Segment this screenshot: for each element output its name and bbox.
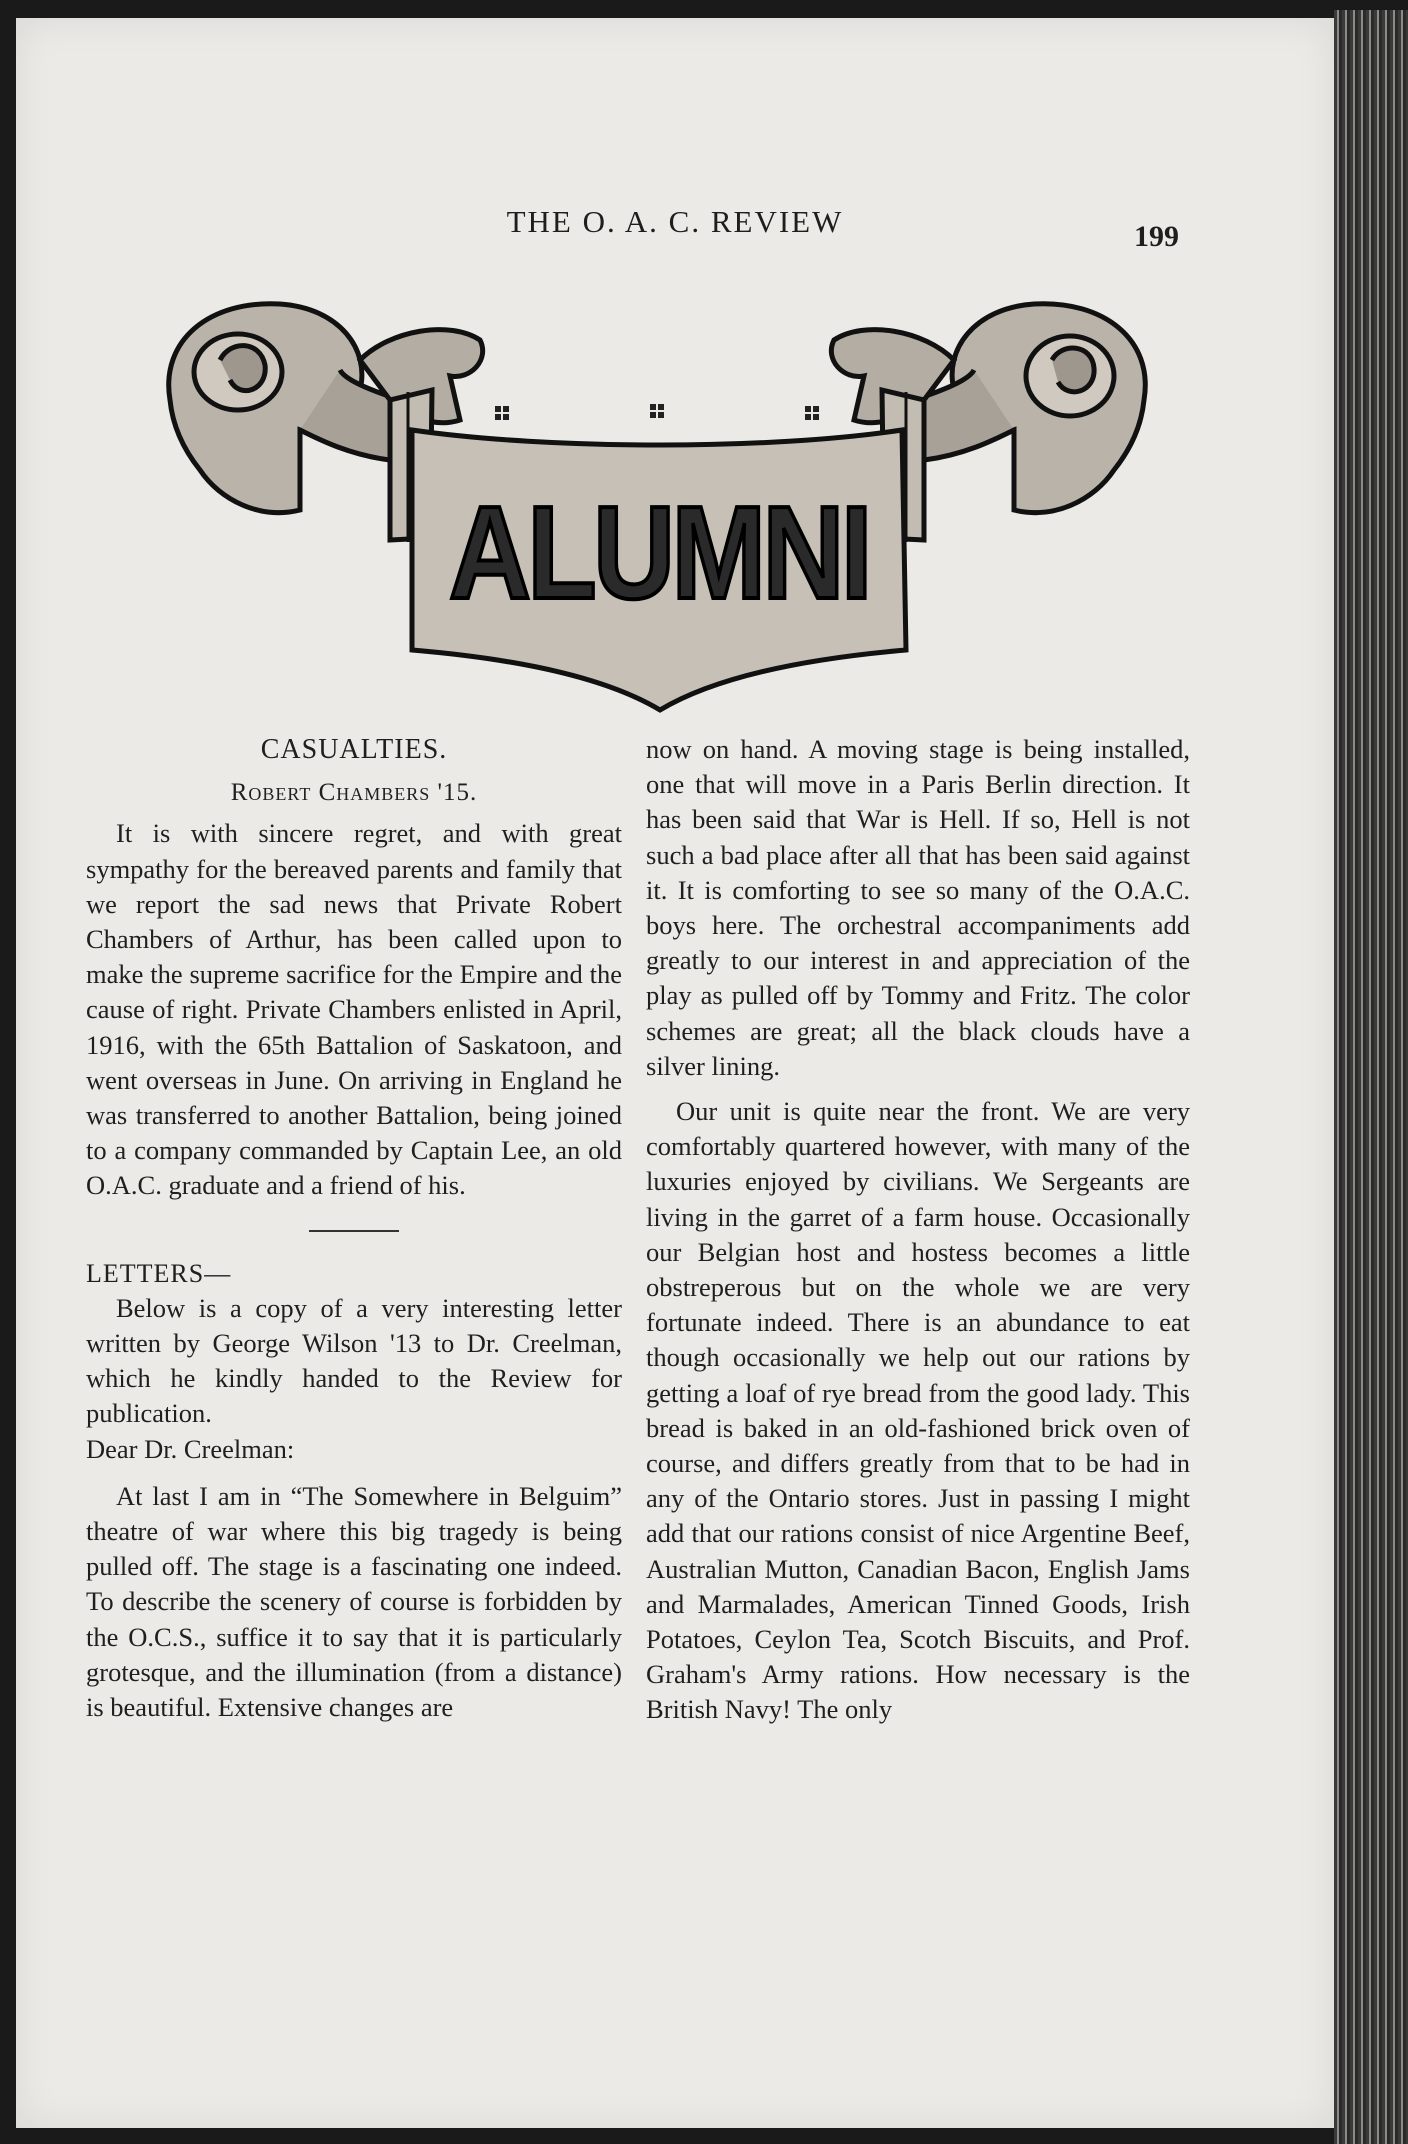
page-number: 199 (1134, 220, 1179, 253)
paragraph-letter-start: At last I am in “The Somewhere in Belguim” theatre of war where this big tragedy is being pulled off. The stage is a fascinating one indeed. To describe the scenery of course is forbidden by the O.C.S., suffice it to say that it is particularly grotesque, and the illumination (from a distance) is beautiful. Extensive changes are (86, 1480, 622, 1723)
paragraph-letter-continued: now on hand. A moving stage is being installed, one that will move in a Paris Berlin direction. It has been said that War is Hell. If so, Hell is not such a bad place after all that has been said against it. It is comforting to see so many of the O.A.C. boys here. The orchestral accompaniments add greatly to our interest in and appreciation of the play as pulled off by Tommy and Fritz. The color schemes are great; all the black clouds have a silver lining. (646, 734, 1190, 1081)
left-column (86, 732, 622, 1725)
left-scroll-icon (169, 304, 400, 513)
right-scroll-icon (914, 304, 1145, 513)
section-heading-casualties: CASUALTIES. (260, 734, 448, 765)
letter-salutation: Dear Dr. Creelman: (86, 1433, 295, 1464)
section-divider (309, 1230, 399, 1232)
book-edge (1334, 10, 1408, 2144)
banner-title: ALUMNI (449, 479, 869, 626)
subheading-robert-chambers: Robert Chambers '15. (230, 779, 478, 807)
page (16, 18, 1334, 2128)
alumni-banner (150, 280, 1164, 720)
paragraph-casualty-report: It is with sincere regret, and with great sympathy for the bereaved parents and family that we report the sad news that Private Robert Chambers of Arthur, has been called upon to make the supreme sacrifice for the Empire and the cause of right. Private Chambers enlisted in April, 1916, with the 65th Battalion of Saskatoon, and went overseas in June. On arriving in England he was transferred to another Battalion, being joined to a company commanded by Captain Lee, an old O.A.C. graduate and a friend of his. (86, 818, 622, 1201)
paragraph-letter-intro: Below is a copy of a very interesting letter written by George Wilson '13 to Dr. Creelman, which he kindly handed to the Review for publication. (86, 1292, 622, 1429)
square-ornaments (495, 404, 819, 420)
right-column (646, 732, 1190, 1728)
section-heading-letters: LETTERS— (86, 1258, 232, 1288)
running-title: THE O. A. C. REVIEW (506, 204, 844, 239)
paragraph-unit-quarters: Our unit is quite near the front. We are very comfortably quartered however, with many of the luxuries enjoyed by civilians. We Sergeants are living in the garret of a farm house. Occasionally our Belgian host and hostess becomes a little obstreperous but on the whole we are very fortunate indeed. There is an abundance to eat though occasionally we help out our rations by getting a loaf of rye bread from the good lady. This bread is baked in an old-fashioned brick oven of course, and differs greatly from that to be had in any of the Ontario stores. Just in passing I might add that our rations consist of nice Argentine Beef, Australian Mutton, Canadian Bacon, English Jams and Marmalades, American Tinned Goods, Irish Potatoes, Ceylon Tea, Scotch Biscuits, and Prof. Graham's Army rations. How necessary is the British Navy! The only (646, 1096, 1190, 1725)
